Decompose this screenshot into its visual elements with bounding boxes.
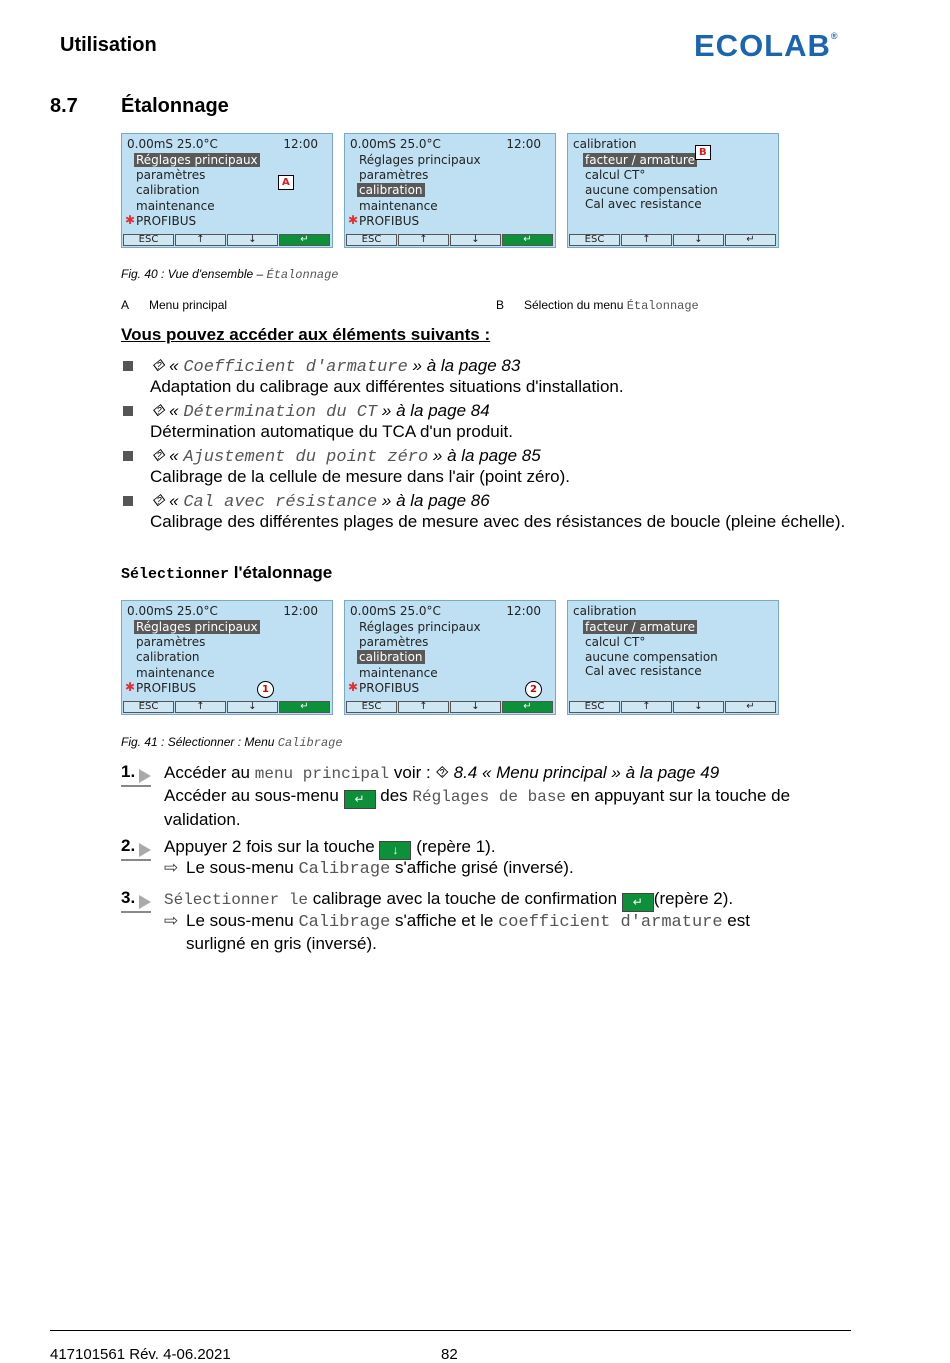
enter-key-icon: ↵: [344, 790, 376, 809]
lcd-softkey-bar: [346, 234, 554, 246]
legend-b-letter: B: [496, 298, 505, 312]
lcd-menu-item: Réglages principaux: [136, 620, 258, 634]
down-arrow-icon: ↓: [673, 701, 724, 713]
lcd-menu-item: aucune compensation: [585, 183, 718, 197]
footer-divider: [50, 1330, 851, 1331]
section-number: 8.7: [50, 95, 78, 117]
reference-description: Adaptation du calibrage aux différentes situations d'installation.: [150, 377, 624, 396]
esc-key: ESC: [346, 701, 397, 713]
step-3-text: Sélectionner le calibrage avec la touche de confirmation ↵ (repère 2).: [164, 888, 864, 912]
marker-b: B: [695, 145, 711, 160]
alert-star-icon: ✱: [348, 213, 359, 227]
up-arrow-icon: ↑: [398, 234, 449, 246]
enter-icon: ↵: [279, 701, 330, 713]
cross-reference-link[interactable]: ⯑ « Détermination du CT » à la page 84: [151, 401, 490, 422]
lcd-screen-main-menu: [121, 133, 333, 248]
enter-key-icon: ↵: [622, 893, 654, 912]
cross-reference-link[interactable]: ⯑ « Cal avec résistance » à la page 86: [151, 491, 490, 512]
step-number: 2.: [121, 836, 136, 855]
lcd-menu-item: maintenance: [359, 666, 438, 680]
marker-a: A: [278, 175, 294, 190]
alert-star-icon: ✱: [125, 213, 136, 227]
lcd-status: 0.00mS 25.0°C: [127, 604, 218, 618]
lcd-menu-item: Réglages principaux: [136, 153, 258, 167]
reference-description: Détermination automatique du TCA d'un produit.: [150, 422, 513, 441]
enter-icon: ↵: [502, 701, 553, 713]
lcd-menu-item: Cal avec resistance: [585, 664, 702, 678]
lcd-menu-item: facteur / armature: [585, 153, 695, 167]
lcd-menu-item: maintenance: [136, 199, 215, 213]
step-arrow-icon: [139, 843, 151, 857]
figure-caption-41: Fig. 41 : Sélectionner : Menu Calibrage: [121, 735, 343, 750]
document-reference: 417101561 Rév. 4-06.2021: [50, 1346, 231, 1363]
bullet-square-icon: [123, 451, 133, 461]
callout-2: 2: [525, 681, 542, 698]
lcd-menu-item: calcul CT°: [585, 168, 646, 182]
step-number: 3.: [121, 888, 136, 907]
enter-icon: ↵: [725, 234, 776, 246]
reference-description: Calibrage de la cellule de mesure dans l'air (point zéro).: [150, 467, 570, 486]
down-arrow-icon: ↓: [673, 234, 724, 246]
lcd-screen-calibration-menu: [567, 600, 779, 715]
step-arrow-icon: [139, 769, 151, 783]
lcd-screen-calibration-selected: [344, 133, 556, 248]
lcd-menu-item: calibration: [136, 183, 200, 197]
bullet-square-icon: [123, 361, 133, 371]
result-arrow-icon: ⇨: [164, 858, 179, 877]
cross-reference-link[interactable]: 8.4 « Menu principal » à la page 49: [453, 763, 720, 782]
up-arrow-icon: ↑: [398, 701, 449, 713]
lcd-time: 12:00: [506, 137, 541, 151]
lcd-time: 12:00: [506, 604, 541, 618]
step-arrow-icon: [139, 895, 151, 909]
lcd-menu-item: Réglages principaux: [359, 620, 481, 634]
lcd-menu-item: Réglages principaux: [359, 153, 481, 167]
lcd-menu-item: PROFIBUS: [359, 681, 420, 695]
step-number: 1.: [121, 762, 136, 781]
lcd-softkey-bar: [123, 701, 331, 713]
lcd-screen-calibration-menu: [567, 133, 779, 248]
page-number: 82: [441, 1346, 458, 1363]
up-arrow-icon: ↑: [621, 234, 672, 246]
alert-star-icon: ✱: [348, 680, 359, 694]
lcd-menu-item: paramètres: [359, 635, 429, 649]
lcd-screen-main-menu: [121, 600, 333, 715]
esc-key: ESC: [569, 234, 620, 246]
lcd-menu-item: PROFIBUS: [136, 681, 197, 695]
down-key-icon: ↓: [379, 841, 411, 860]
callout-1: 1: [257, 681, 274, 698]
lcd-softkey-bar: [346, 701, 554, 713]
down-arrow-icon: ↓: [227, 701, 278, 713]
cross-reference-link[interactable]: ⯑ « Coefficient d'armature » à la page 83: [151, 356, 521, 377]
lcd-title: calibration: [573, 137, 637, 151]
down-arrow-icon: ↓: [227, 234, 278, 246]
lcd-status: 0.00mS 25.0°C: [350, 137, 441, 151]
down-arrow-icon: ↓: [450, 701, 501, 713]
lcd-menu-item: calcul CT°: [585, 635, 646, 649]
step-1-text: Accéder au menu principal voir : ⯑ 8.4 « Menu principal » à la page 49 Accéder au sous-menu ↵ des Réglages de base en appuyant sur la touche de validation.: [164, 763, 791, 829]
legend-a-letter: A: [121, 298, 130, 312]
lcd-menu-item: PROFIBUS: [359, 214, 420, 228]
intro-heading: Vous pouvez accéder aux éléments suivants :: [121, 325, 491, 344]
legend-b-text: Sélection du menu Étalonnage: [524, 298, 699, 313]
esc-key: ESC: [123, 234, 174, 246]
bullet-square-icon: [123, 496, 133, 506]
lcd-screen-calibration-selected: [344, 600, 556, 715]
lcd-menu-item: paramètres: [136, 635, 206, 649]
lcd-time: 12:00: [283, 137, 318, 151]
lcd-softkey-bar: [123, 234, 331, 246]
lcd-menu-item: maintenance: [359, 199, 438, 213]
esc-key: ESC: [123, 701, 174, 713]
esc-key: ESC: [346, 234, 397, 246]
step-3-result: ⇨ Le sous-menu Calibrage s'affiche et le coefficient d'armature est surligné en gris (inversé).: [164, 911, 750, 953]
cross-reference-link[interactable]: ⯑ « Ajustement du point zéro » à la page 85: [151, 446, 541, 467]
enter-icon: ↵: [502, 234, 553, 246]
section-title: Étalonnage: [121, 95, 229, 117]
step-2-text: Appuyer 2 fois sur la touche ↓ (repère 1).: [164, 836, 864, 860]
up-arrow-icon: ↑: [621, 701, 672, 713]
lcd-menu-item: facteur / armature: [585, 620, 695, 634]
figure-caption-40: Fig. 40 : Vue d'ensemble – Étalonnage: [121, 267, 339, 282]
result-arrow-icon: ⇨: [164, 911, 179, 930]
lcd-time: 12:00: [283, 604, 318, 618]
up-arrow-icon: ↑: [175, 234, 226, 246]
alert-star-icon: ✱: [125, 680, 136, 694]
down-arrow-icon: ↓: [450, 234, 501, 246]
lcd-menu-item: aucune compensation: [585, 650, 718, 664]
enter-icon: ↵: [279, 234, 330, 246]
step-2-result: ⇨ Le sous-menu Calibrage s'affiche grisé (inversé).: [164, 858, 574, 879]
ecolab-logo: ECOLAB®: [694, 28, 838, 63]
lcd-menu-item: calibration: [359, 650, 423, 664]
lcd-status: 0.00mS 25.0°C: [127, 137, 218, 151]
lcd-title: calibration: [573, 604, 637, 618]
lcd-menu-item: paramètres: [359, 168, 429, 182]
bullet-square-icon: [123, 406, 133, 416]
lcd-menu-item: calibration: [136, 650, 200, 664]
running-header: Utilisation: [60, 34, 157, 56]
lcd-menu-item: Cal avec resistance: [585, 197, 702, 211]
lcd-menu-item: calibration: [359, 183, 423, 197]
lcd-menu-item: paramètres: [136, 168, 206, 182]
lcd-menu-item: PROFIBUS: [136, 214, 197, 228]
lcd-menu-item: maintenance: [136, 666, 215, 680]
legend-a-text: Menu principal: [149, 298, 228, 312]
subsection-title: Sélectionner l'étalonnage: [121, 563, 333, 583]
esc-key: ESC: [569, 701, 620, 713]
lcd-softkey-bar: [569, 701, 777, 713]
up-arrow-icon: ↑: [175, 701, 226, 713]
lcd-softkey-bar: [569, 234, 777, 246]
reference-description: Calibrage des différentes plages de mesure avec des résistances de boucle (pleine échelle).: [150, 512, 846, 531]
lcd-status: 0.00mS 25.0°C: [350, 604, 441, 618]
enter-icon: ↵: [725, 701, 776, 713]
